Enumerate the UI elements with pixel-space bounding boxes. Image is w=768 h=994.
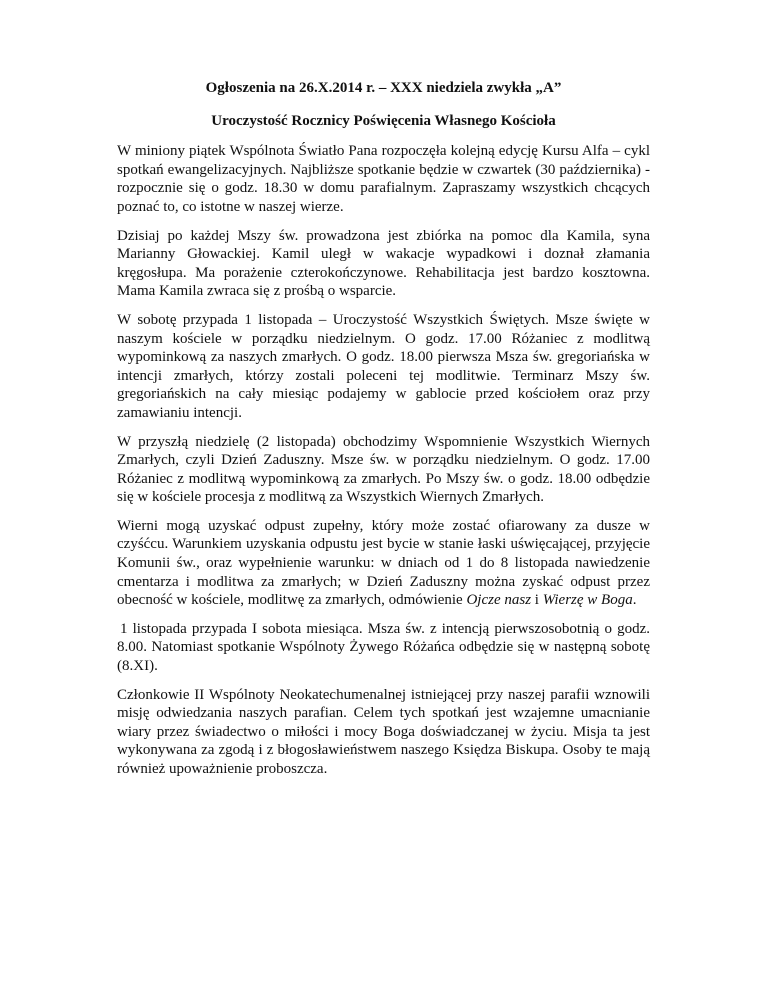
page-subtitle: Uroczystość Rocznicy Poświęcenia Własnego Kościoła: [211, 112, 556, 129]
paragraph-all-saints: W sobotę przypada 1 listopada – Uroczystość Wszystkich Świętych. Msze święte w naszym kościele w porządku niedzielnym. O godz. 17.00 Różaniec z modlitwą wypominkową za naszych zmarłych. O godz. 18.00 pierwsza Msza św. gregoriańska w intencji zmarłych, którzy zostali poleceni tej modlitwie. Terminarz Mszy św. gregoriańskich na cały miesiąc podajemy w gablocie przed kościołem oraz przy zamawianiu intencji.: [117, 311, 650, 421]
announcement-body: [117, 79, 650, 789]
paragraph-neocatechumenal: Członkowie II Wspólnoty Neokatechumenalnej istniejącej przy naszej parafii wznowili misję odwiedzania naszych parafian. Celem tych spotkań jest wzajemne umacnianie wiary przez świadectwo o miłości i mocy Boga doświadczanej w życiu. Misja ta jest wykonywana za zgodą i z błogosławieństwem naszego Księdza Biskupa. Osoby te mają również upoważnienie proboszcza.: [117, 686, 650, 777]
indulgence-conjunction: i: [531, 592, 543, 609]
indulgence-end: .: [632, 592, 637, 609]
prayer-our-father: Ojcze nasz: [466, 592, 532, 609]
paragraph-collection-kamil: Dzisiaj po każdej Mszy św. prowadzona jest zbiórka na pomoc dla Kamila, syna Marianny Głowackiej. Kamil uległ w wakacje wypadkowi i doznał złamania kręgosłupa. Ma porażenie czterokończynowe. Rehabilitacja jest bardzo kosztowna. Mama Kamila zwraca się z prośbą o wsparcie.: [117, 227, 650, 300]
paragraph-alpha-course: W miniony piątek Wspólnota Światło Pana rozpoczęła kolejną edycję Kursu Alfa – cykl spotkań ewangelizacyjnych. Najbliższe spotkanie będzie w czwartek (30 października) - rozpocznie się o godz. 18.30 w domu parafialnym. Zapraszamy wszystkich chcących poznać to, co istotne w naszej wierze.: [117, 143, 650, 215]
page-title: Ogłoszenia na 26.X.2014 r. – XXX niedziela zwykła „A”: [205, 80, 562, 96]
paragraph-first-saturday: 1 listopada przypada I sobota miesiąca. Msza św. z intencją pierwszosobotnią o godz. 8.00. Natomiast spotkanie Wspólnoty Żywego Różańca odbędzie się w następną sobotę (8.XI).: [117, 620, 650, 675]
prayer-creed: Wierzę w Boga: [542, 592, 633, 609]
paragraph-indulgence: [117, 517, 650, 610]
paragraph-all-souls: W przyszłą niedzielę (2 listopada) obchodzimy Wspomnienie Wszystkich Wiernych Zmarłych, czyli Dzień Zaduszny. Msze św. w porządku niedzielnym. O godz. 17.00 Różaniec z modlitwą wypominkową za zmarłych. Po Mszy św. o godz. 18.00 odbędzie się w kościele procesja z modlitwą za Wszystkich Wiernych Zmarłych.: [117, 433, 650, 506]
indulgence-text: Wierni mogą uzyskać odpust zupełny, który może zostać ofiarowany za dusze w czyśćcu. Warunkiem uzyskania odpustu jest bycie w stanie łaski uświęcającej, przyjęcie Komunii św., oraz wypełnienie warunku: w dniach od 1 do 8 listopada nawiedzenie cmentarza i modlitwa za zmarłych; w Dzień Zaduszny można zyskać odpust przez obecność w kościele, modlitwę za zmarłych, odmówienie: [117, 517, 650, 609]
